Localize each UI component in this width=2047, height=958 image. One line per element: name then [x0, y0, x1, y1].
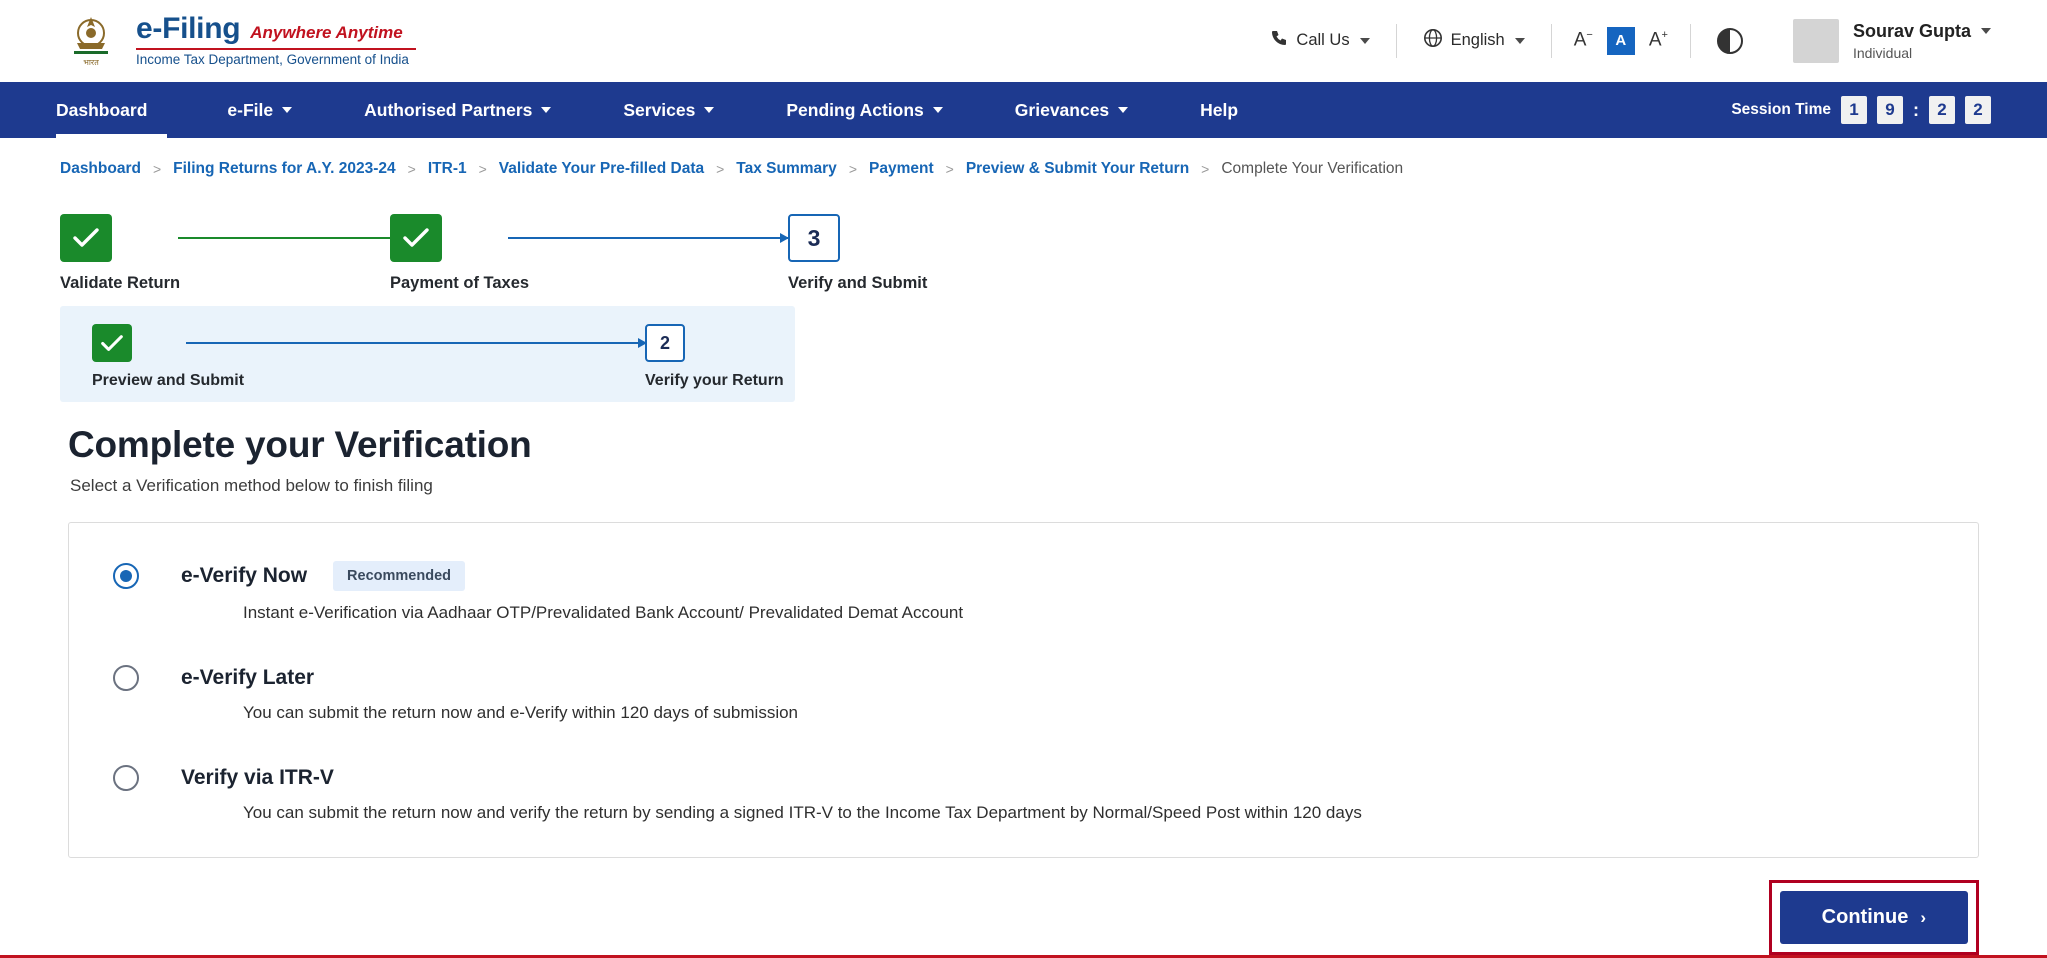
option-everify-later[interactable]: [69, 657, 1978, 731]
substep-verify-your-return[interactable]: [645, 324, 784, 390]
breadcrumb-item-itr1[interactable]: ITR-1: [427, 160, 467, 177]
nav-label: Dashboard: [56, 99, 148, 120]
nav-label: Services: [623, 99, 696, 120]
check-icon: [60, 214, 112, 262]
radio-everify-now[interactable]: [113, 563, 139, 589]
substep-marker: 2: [645, 324, 685, 362]
user-role: Individual: [1852, 44, 1913, 61]
chevron-down-icon: [1360, 38, 1370, 44]
stepper-connector: [508, 237, 788, 239]
nav-label: Pending Actions: [786, 99, 924, 120]
chevron-down-icon: [1118, 107, 1128, 113]
status-badge: Recommended: [333, 561, 465, 591]
language-menu[interactable]: [1397, 28, 1551, 53]
step-label: Verify and Submit: [788, 274, 928, 292]
option-everify-now[interactable]: [69, 553, 1978, 631]
sub-stepper: [60, 306, 795, 402]
india-emblem-icon: [60, 12, 122, 70]
page-subtitle: Select a Verification method below to finish filing: [70, 476, 433, 495]
breadcrumb-separator: >: [407, 161, 416, 177]
page-title: Complete your Verification: [68, 424, 532, 465]
continue-button[interactable]: [1780, 891, 1968, 944]
option-verify-via-itrv[interactable]: [69, 757, 1978, 831]
breadcrumb-item-current: Complete Your Verification: [1221, 160, 1404, 177]
nav-item-authorised-partners[interactable]: [328, 82, 587, 138]
breadcrumb-separator: >: [1201, 161, 1210, 177]
option-description: Instant e-Verification via Aadhaar OTP/Prevalidated Bank Account/ Prevalidated Demat Account: [243, 603, 964, 622]
session-digit: 2: [1929, 96, 1955, 124]
step-label: Payment of Taxes: [390, 274, 530, 292]
nav-item-services[interactable]: [587, 82, 750, 138]
call-us-menu[interactable]: [1244, 29, 1395, 52]
nav-label: Help: [1200, 99, 1239, 120]
breadcrumb-item-preview-submit[interactable]: Preview & Submit Your Return: [965, 160, 1190, 177]
brand-subtitle: Income Tax Department, Government of India: [136, 48, 416, 67]
breadcrumb-item-filing-returns[interactable]: Filing Returns for A.Y. 2023-24: [173, 160, 396, 177]
svg-text:भारत: भारत: [83, 57, 99, 67]
header-right: [1244, 19, 1991, 63]
session-digit: 2: [1965, 96, 1991, 124]
step-marker: 3: [788, 214, 840, 262]
chevron-down-icon: [541, 107, 551, 113]
phone-icon: [1270, 29, 1288, 52]
nav-item-dashboard[interactable]: [56, 82, 191, 138]
breadcrumb-separator: >: [478, 161, 487, 177]
brand-title: e-Filing: [136, 12, 241, 46]
breadcrumb-separator: >: [152, 161, 162, 177]
step-label: Validate Return: [60, 274, 181, 292]
nav-item-grievances[interactable]: [979, 82, 1164, 138]
contrast-icon: [1717, 28, 1743, 54]
option-title: e-Verify Now: [181, 564, 308, 587]
substep-label: Preview and Submit: [92, 372, 245, 389]
step-verify-and-submit[interactable]: [788, 214, 927, 293]
top-header: [0, 0, 2047, 82]
check-icon: [390, 214, 442, 262]
user-menu[interactable]: [1769, 19, 1991, 63]
chevron-down-icon: [1981, 28, 1991, 34]
language-label: English: [1450, 31, 1505, 49]
font-increase-button[interactable]: A+: [1648, 29, 1668, 51]
check-icon: [92, 324, 132, 362]
chevron-down-icon: [933, 107, 943, 113]
breadcrumb-separator: >: [716, 161, 725, 177]
breadcrumb-item-payment[interactable]: Payment: [869, 160, 934, 177]
nav-label: Authorised Partners: [364, 99, 533, 120]
radio-everify-later[interactable]: [113, 665, 139, 691]
breadcrumb-item-dashboard[interactable]: Dashboard: [60, 160, 141, 177]
session-timer: [1731, 82, 2047, 138]
call-us-label: Call Us: [1296, 31, 1350, 49]
breadcrumb-item-tax-summary[interactable]: Tax Summary: [736, 160, 837, 177]
breadcrumb-separator: >: [848, 161, 857, 177]
substep-connector: [186, 342, 646, 344]
breadcrumb: [0, 138, 2047, 196]
nav-item-help[interactable]: [1164, 82, 1274, 138]
nav-item-pending-actions[interactable]: [750, 82, 978, 138]
progress-stepper: [0, 196, 2047, 402]
breadcrumb-separator: >: [945, 161, 954, 177]
radio-verify-via-itrv[interactable]: [113, 765, 139, 791]
session-digit: 9: [1877, 96, 1903, 124]
avatar: [1793, 19, 1839, 63]
substep-preview-and-submit[interactable]: [92, 324, 244, 390]
main-navigation: [0, 82, 2047, 138]
chevron-down-icon: [1515, 38, 1525, 44]
chevron-down-icon: [704, 107, 714, 113]
nav-item-efile[interactable]: [191, 82, 328, 138]
step-validate-return[interactable]: [60, 214, 180, 293]
nav-label: Grievances: [1014, 99, 1110, 120]
contrast-toggle[interactable]: [1691, 28, 1769, 54]
session-digit: 1: [1841, 96, 1867, 124]
continue-highlight: [1769, 880, 1979, 955]
substep-label: Verify your Return: [645, 372, 784, 389]
verification-options-card: [68, 522, 1979, 858]
option-title: e-Verify Later: [181, 666, 315, 689]
chevron-right-icon: ›: [1920, 907, 1926, 927]
footer-actions: [0, 880, 2047, 955]
user-name: Sourav Gupta: [1852, 20, 1971, 41]
brand-tagline: Anywhere Anytime: [250, 23, 403, 43]
session-colon: :: [1913, 99, 1919, 120]
brand-logo[interactable]: [60, 12, 416, 70]
option-description: You can submit the return now and verify the return by sending a signed ITR-V to the Income Tax Department by Normal/Speed Post within 120 days: [243, 803, 1362, 822]
font-normal-button[interactable]: A: [1607, 27, 1635, 55]
font-size-controls: [1552, 27, 1690, 55]
step-payment-of-taxes[interactable]: [390, 214, 529, 293]
session-label: Session Time: [1731, 101, 1831, 118]
option-title: Verify via ITR-V: [181, 766, 334, 789]
chevron-down-icon: [282, 107, 292, 113]
option-description: You can submit the return now and e-Verify within 120 days of submission: [243, 703, 799, 722]
breadcrumb-item-validate-prefilled[interactable]: Validate Your Pre-filled Data: [498, 160, 705, 177]
nav-label: e-File: [227, 99, 274, 120]
continue-label: Continue: [1821, 906, 1909, 928]
font-decrease-button[interactable]: A−: [1573, 29, 1593, 51]
globe-icon: [1423, 28, 1443, 53]
